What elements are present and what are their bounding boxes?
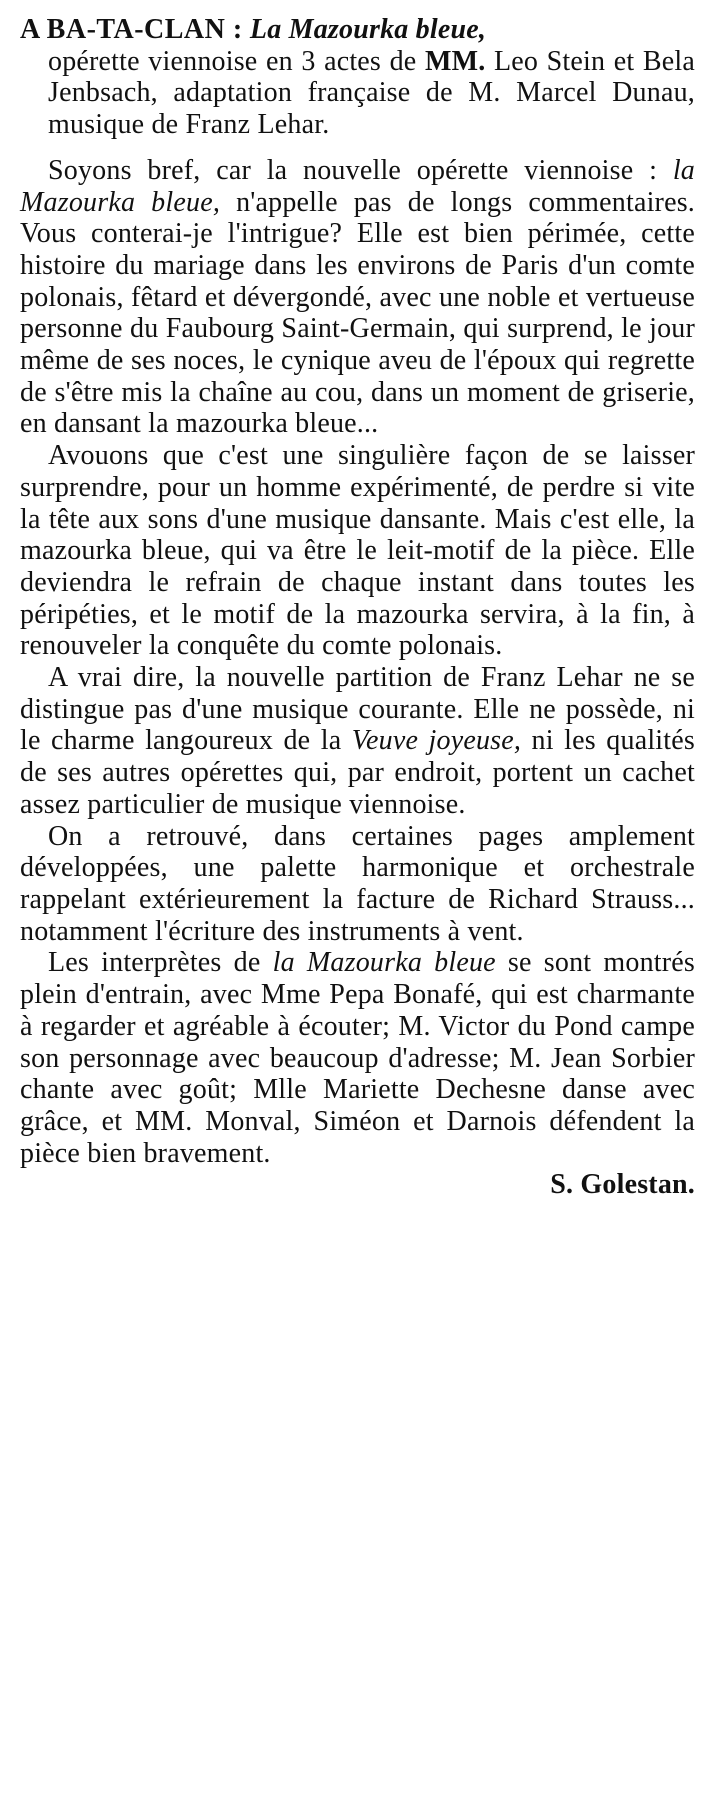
paragraph-text: ni les qualités de ses autres opérettes qui, par endroit, portent un cachet assez particulier de musique viennoise. — [20, 725, 695, 820]
paragraph-text: Avouons que c'est une singulière façon de se laisser surprendre, pour un homme expérimenté, de perdre si vite la tête aux sons d'une musique dansante. Mais c'est elle, la mazourka bleue, qui va être le leit-motif de la pièce. Elle deviendra le refrain de chaque instant dans toutes les péripéties, et le motif de la mazourka servira, à la fin, à renouveler la conquête du comte polonais. — [20, 440, 695, 662]
paragraph-text: Soyons bref, car la nouvelle opérette viennoise : — [48, 154, 673, 186]
article-credits — [48, 46, 695, 141]
paragraph-4 — [20, 821, 695, 948]
paragraph-text: n'appelle pas de longs commentaires. Vous conterai-je l'intrigue? Elle est bien périmée, cette histoire du mariage dans les environs de Paris d'un comte polonais, fêtard et dévergondé, avec une noble et vertueuse personne du Faubourg Saint-Germain, qui surprend, le jour même de ses noces, le cynique aveu de l'époux qui regrette de s'être mis la chaîne au cou, dans un moment de griserie, en dansant la mazourka bleue... — [20, 186, 696, 440]
paragraph-italic: la Mazourka bleue, — [20, 154, 695, 218]
credits-text-2: Leo Stein et Bela Jenbsach, adaptation française de M. Marcel Dunau, musique de Franz Lehar. — [48, 45, 695, 141]
paragraph-text: On a retrouvé, dans certaines pages amplement développées, une palette harmonique et orchestrale rappelant extérieurement la facture de Richard Strauss... notamment l'écriture des instruments à vent. — [20, 820, 695, 947]
paragraph-italic: la Mazourka bleue — [272, 947, 496, 979]
operetta-title: La Mazourka bleue, — [249, 14, 487, 45]
paragraph-text: se sont montrés plein d'entrain, avec Mme Pepa Bonafé, qui est charmante à regarder et agréable à écouter; M. Victor du Pond campe son personnage avec beaucoup d'adresse; M. Jean Sorbier chante avec goût; Mlle Mariette Dechesne danse avec grâce, et MM. Monval, Siméon et Darnois défendent la pièce bien bravement. — [20, 947, 695, 1169]
paragraph-2 — [20, 440, 695, 662]
paragraph-1 — [20, 155, 695, 440]
paragraph-text: A vrai dire, la nouvelle partition de Franz Lehar ne se distingue pas d'une musique courante. Elle ne possède, ni le charme langoureux de la — [20, 662, 695, 757]
article-signature: S. Golestan. — [550, 1169, 695, 1201]
paragraph-italic: Veuve joyeuse, — [351, 725, 522, 757]
paragraph-text: Les interprètes de — [48, 947, 273, 979]
venue-name: A BA-TA-CLAN : — [20, 14, 243, 45]
article — [20, 14, 695, 1201]
article-headline — [20, 14, 695, 46]
paragraph-3 — [20, 662, 695, 821]
paragraph-5 — [20, 947, 695, 1169]
credits-text-1: opérette viennoise en 3 actes de — [48, 45, 425, 77]
credits-authors-prefix: MM. — [424, 45, 486, 77]
